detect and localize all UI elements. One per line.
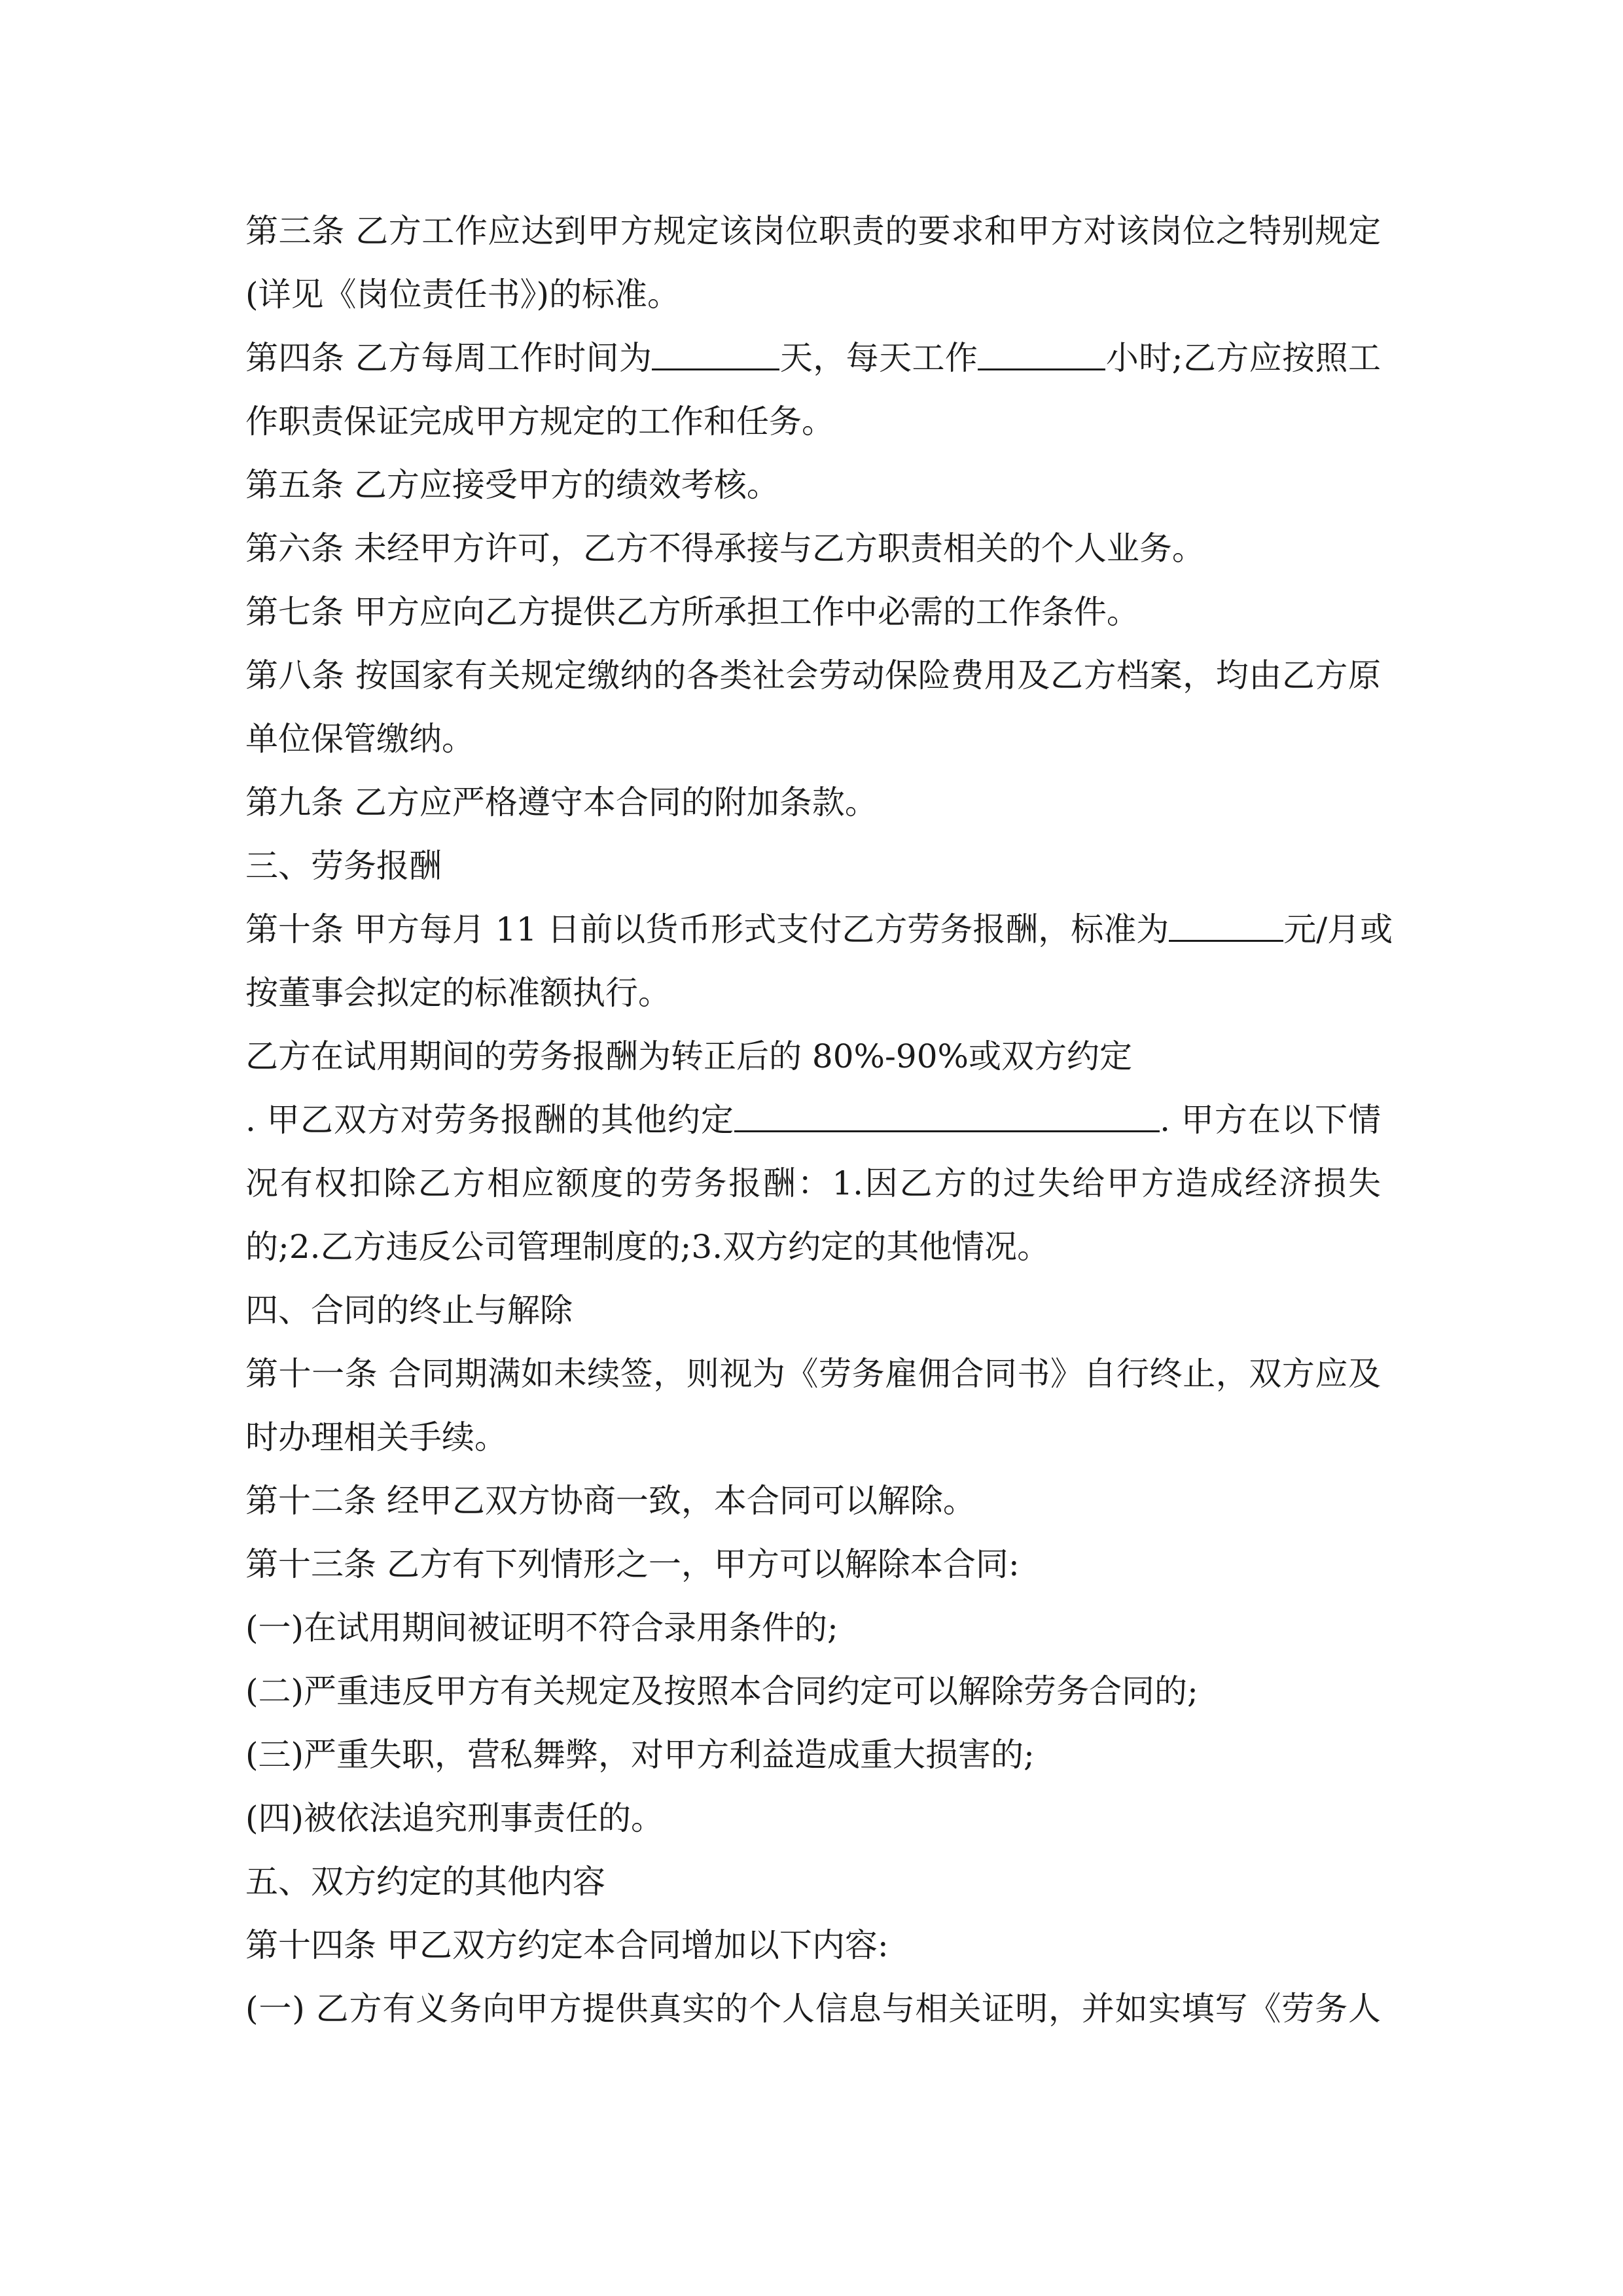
text-line: 第十四条 甲乙双方约定本合同增加以下内容: [245, 1926, 889, 1964]
section-heading: 五、双方约定的其他内容 [245, 1863, 605, 1901]
text-line: 按董事会拟定的标准额执行。 [245, 974, 671, 1012]
text-line: 第五条 乙方应接受甲方的绩效考核。 [245, 466, 779, 504]
list-item: (四)被依法追究刑事责任的。 [245, 1799, 664, 1837]
text-line: 第十二条 经甲乙双方协商一致，本合同可以解除。 [245, 1482, 976, 1520]
fill-in-blank-other-agreement[interactable] [734, 1096, 1160, 1132]
text-line: 单位保管缴纳。 [245, 720, 474, 758]
list-item: (三)严重失职，营私舞弊，对甲方利益造成重大损害的; [245, 1736, 1035, 1774]
fill-in-blank-salary[interactable] [1169, 906, 1283, 942]
list-item: (一) 乙方有义务向甲方提供真实的个人信息与相关证明，并如实填写《劳务人 [245, 1990, 1381, 2028]
section-heading: 四、合同的终止与解除 [245, 1291, 573, 1329]
fill-in-blank-hours[interactable] [978, 334, 1105, 370]
text-line: 作职责保证完成甲方规定的工作和任务。 [245, 403, 834, 440]
text-segment: . 甲乙双方对劳务报酬的其他约定 [245, 1101, 735, 1139]
text-line-with-blanks [245, 1088, 1381, 1152]
text-line: 的;2.乙方违反公司管理制度的;3.双方约定的其他情况。 [245, 1228, 1050, 1266]
text-line: 第七条 甲方应向乙方提供乙方所承担工作中必需的工作条件。 [245, 593, 1139, 631]
text-line: 时办理相关手续。 [245, 1418, 507, 1456]
text-line: 况有权扣除乙方相应额度的劳务报酬：1.因乙方的过失给甲方造成经济损失 [245, 1164, 1381, 1202]
list-item: (二)严重违反甲方有关规定及按照本合同约定可以解除劳务合同的; [245, 1672, 1198, 1710]
text-line: 乙方在试用期间的劳务报酬为转正后的 80%-90%或双方约定 [245, 1037, 1133, 1075]
text-segment: . 甲方在以下情 [1160, 1101, 1381, 1139]
contract-page [245, 200, 1393, 2041]
text-segment: 第十条 甲方每月 11 日前以货币形式支付乙方劳务报酬，标准为 [245, 910, 1169, 948]
text-line: 第三条 乙方工作应达到甲方规定该岗位职责的要求和甲方对该岗位之特别规定 [245, 212, 1381, 250]
text-line-with-blanks [245, 327, 1381, 390]
text-segment: 第四条 乙方每周工作时间为 [245, 339, 652, 377]
text-segment: 天，每天工作 [779, 339, 978, 377]
list-item: (一)在试用期间被证明不符合录用条件的; [245, 1609, 838, 1647]
text-segment: 元/月或 [1283, 910, 1393, 948]
text-line-with-blanks [245, 898, 1393, 961]
text-segment: 小时;乙方应按照工 [1105, 339, 1381, 377]
text-line: 第九条 乙方应严格遵守本合同的附加条款。 [245, 783, 878, 821]
section-heading: 三、劳务报酬 [245, 847, 442, 885]
text-line: 第六条 未经甲方许可，乙方不得承接与乙方职责相关的个人业务。 [245, 529, 1205, 567]
text-line: 第十一条 合同期满如未续签，则视为《劳务雇佣合同书》自行终止，双方应及 [245, 1355, 1381, 1393]
text-line: (详见《岗位责任书》)的标准。 [245, 276, 681, 314]
text-line: 第八条 按国家有关规定缴纳的各类社会劳动保险费用及乙方档案，均由乙方原 [245, 656, 1381, 694]
text-line: 第十三条 乙方有下列情形之一，甲方可以解除本合同: [245, 1545, 1020, 1583]
fill-in-blank-days[interactable] [652, 334, 779, 370]
